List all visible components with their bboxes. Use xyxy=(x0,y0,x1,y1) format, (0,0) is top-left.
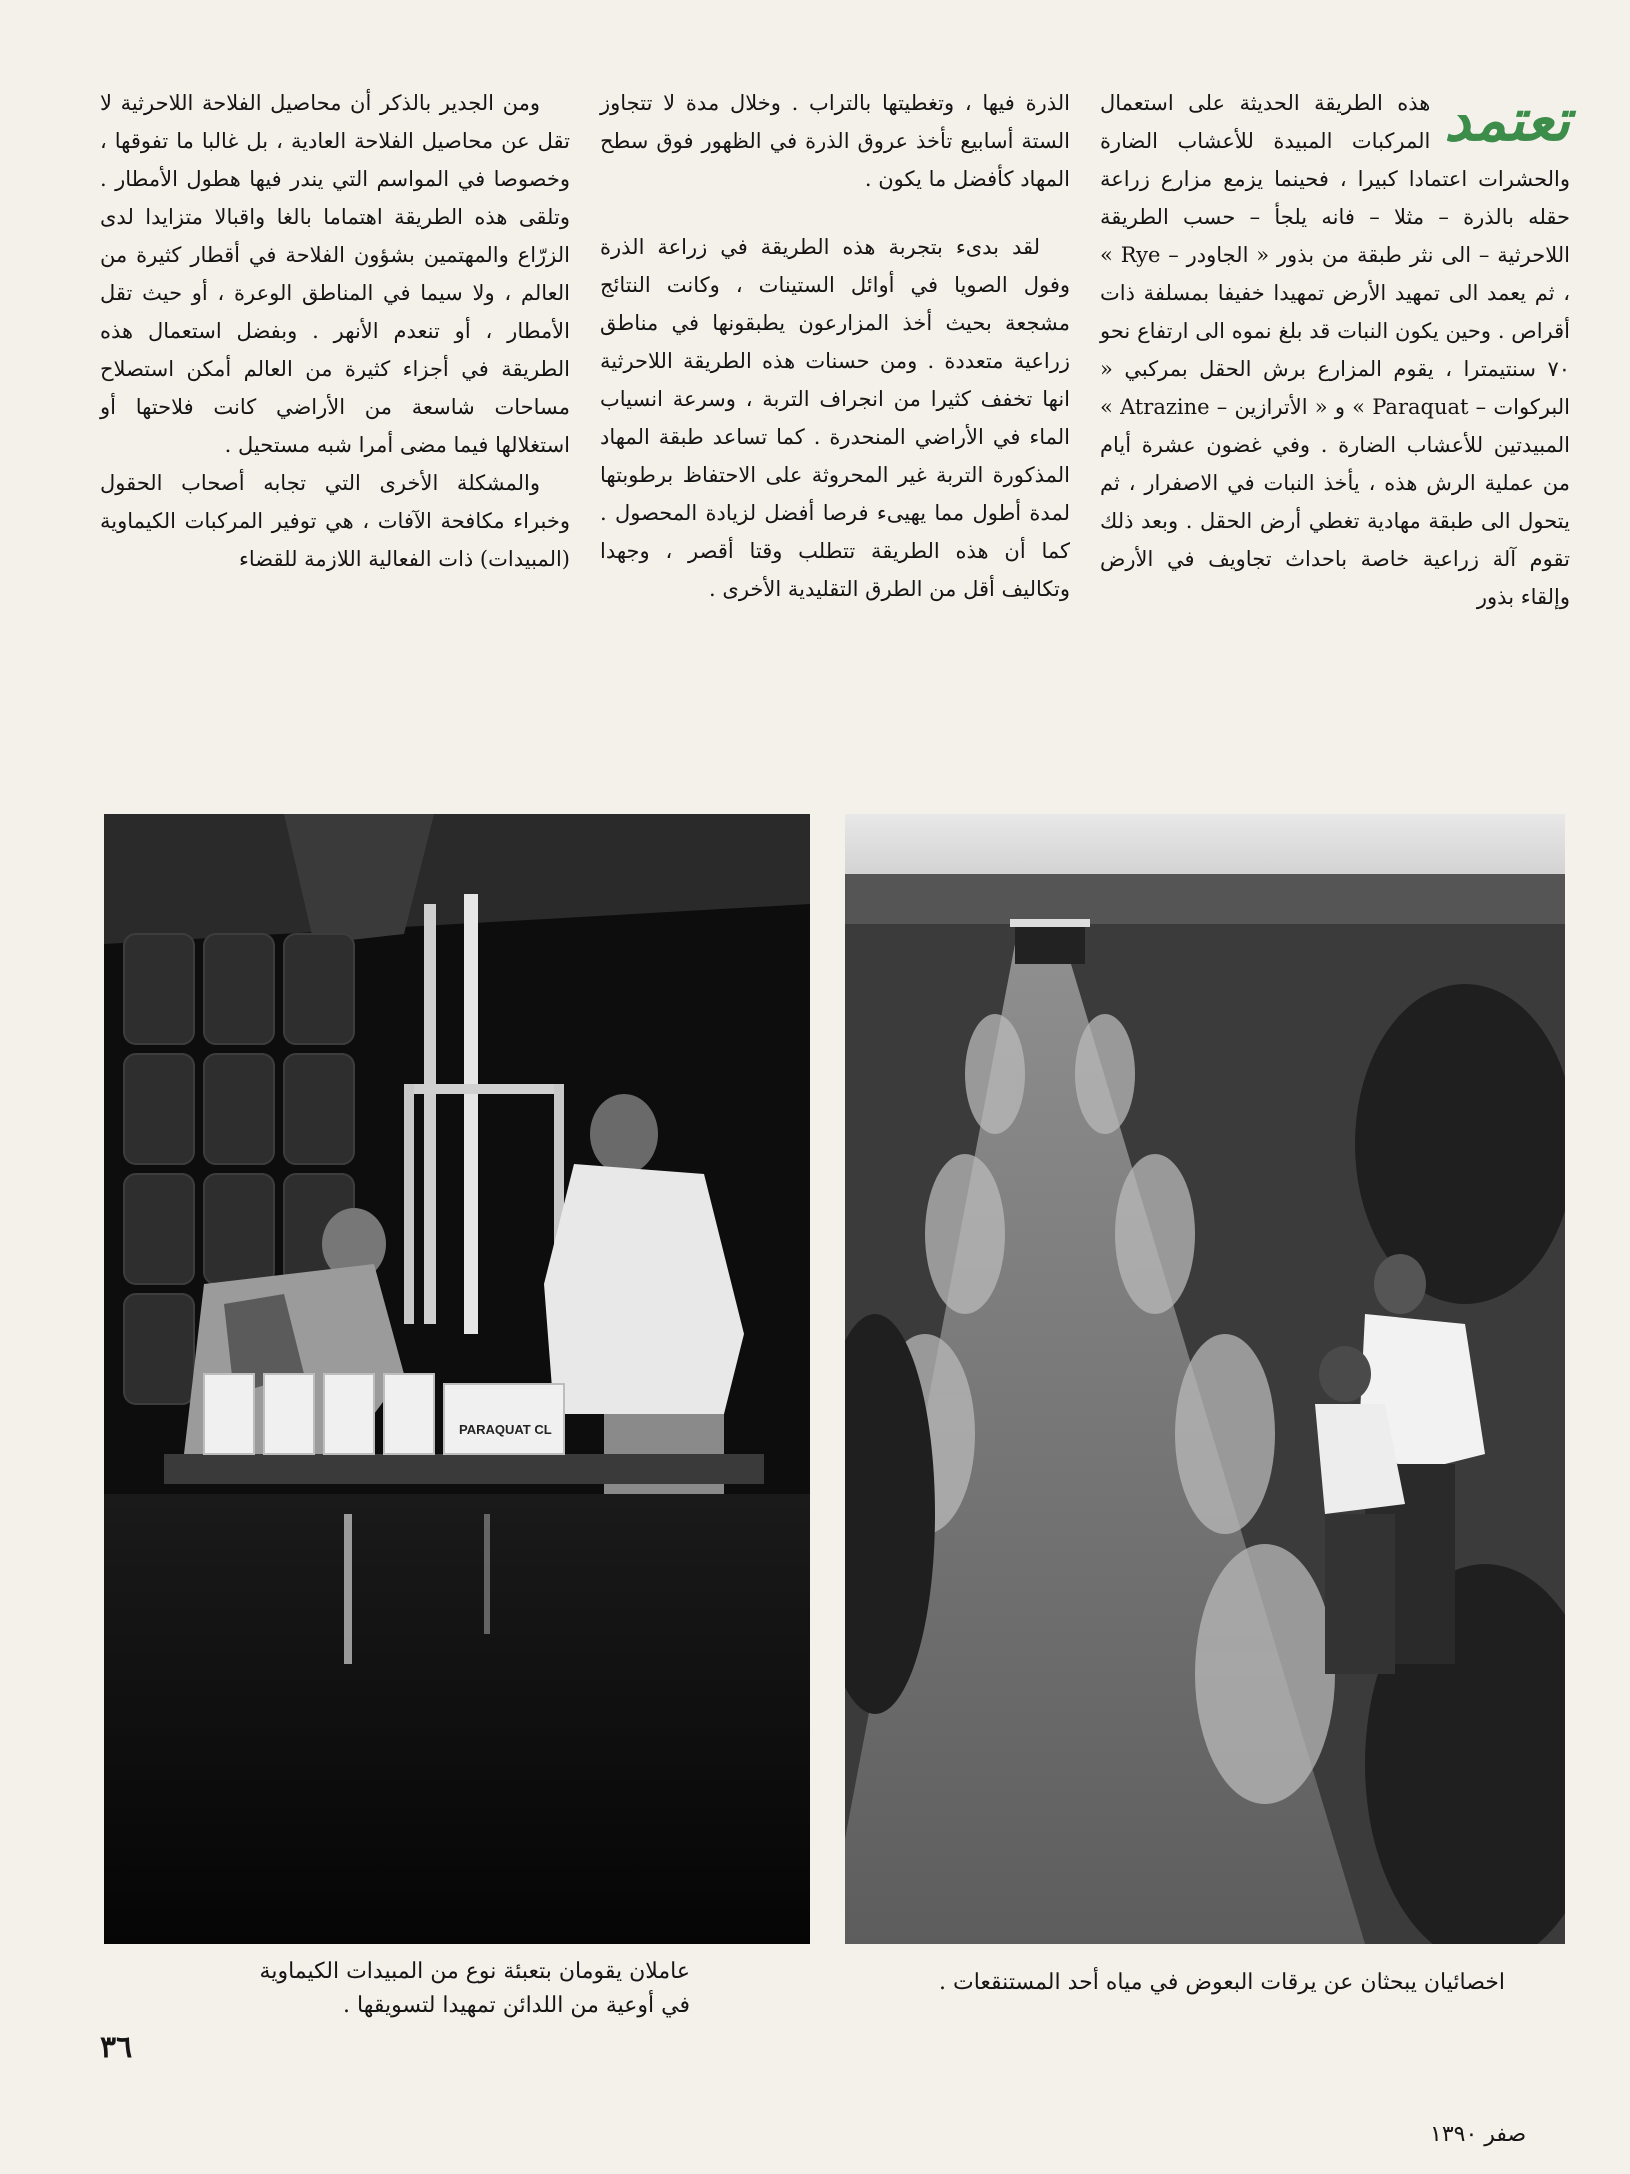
caption-line: عاملان يقومان بتعبئة نوع من المبيدات الكيماوية xyxy=(259,1959,690,1984)
issue-date: صفر ١٣٩٠ xyxy=(1430,2122,1527,2147)
page-number: ٣٦ xyxy=(100,2030,133,2065)
article-column-middle xyxy=(600,84,1070,608)
marsh-photo-illustration xyxy=(845,814,1565,1944)
workers-photo xyxy=(104,814,810,1944)
paraquat-box-label: PARAQUAT CL xyxy=(459,1422,552,1437)
paragraph: الذرة فيها ، وتغطيتها بالتراب . وخلال مدة لا تتجاوز الستة أسابيع تأخذ عروق الذرة في الظهور فوق سطح المهاد كأفضل ما يكون . xyxy=(600,91,1070,191)
workers-photo-caption xyxy=(200,1955,690,2023)
paragraph: والمشكلة الأخرى التي تجابه أصحاب الحقول وخبراء مكافحة الآفات ، هي توفير المركبات الكيماوية (المبيدات) ذات الفعالية اللازمة للقضاء xyxy=(100,471,570,571)
paragraph: ومن الجدير بالذكر أن محاصيل الفلاحة اللاحرثية لا تقل عن محاصيل الفلاحة العادية ، بل غالبا ما تفوقها ، وخصوصا في المواسم التي يندر فيها هطول الأمطار . وتلقى هذه الطريقة اهتماما بالغا واقبالا متزايدا لدى الزرّاع والمهتمين بشؤون الفلاحة في أقطار كثيرة من العالم ، ولا سيما في المناطق الوعرة ، أو حيث تقل الأمطار ، أو تنعدم الأنهر . وبفضل استعمال هذه الطريقة في أجزاء كثيرة من العالم أمكن استصلاح مساحات شاسعة من الأراضي كانت فلاحتها أو استغلالها فيما مضى أمرا شبه مستحيل . xyxy=(100,91,570,457)
dropcap-word: تعتمد xyxy=(1444,86,1570,154)
article-column-right xyxy=(1100,84,1570,616)
workers-photo-illustration xyxy=(104,814,810,1944)
article-column-left xyxy=(100,84,570,578)
marsh-photo-caption: اخصائيان يبحثان عن يرقات البعوض في مياه أحد المستنقعات . xyxy=(939,1970,1505,1995)
caption-line: في أوعية من اللدائن تمهيدا لتسويقها . xyxy=(343,1993,690,2018)
paragraph: هذه الطريقة الحديثة على استعمال المركبات المبيدة للأعشاب الضارة والحشرات اعتمادا كبيرا ، فحينما يزمع مزارع زراعة حقله بالذرة – مثلا – فانه يلجأ – حسب الطريقة اللاحرثية – الى نثر طبقة من بذور « الجاودر – Rye » ، ثم يعمد الى تمهيد الأرض تمهيدا خفيفا بمسلفة ذات أقراص . وحين يكون النبات قد بلغ نموه الى ارتفاع نحو ٧٠ سنتيمترا ، يقوم المزارع برش الحقل بمركبي « البركوات – Paraquat » و « الأترازين – Atrazine » المبيدتين للأعشاب الضارة . وفي غضون عشرة أيام من عملية الرش هذه ، يأخذ النبات في الاصفرار ، ثم يتحول الى طبقة مهادية تغطي أرض الحقل . وبعد ذلك تقوم آلة زراعية خاصة باحداث تجاويف في الأرض وإلقاء بذور xyxy=(1100,91,1570,609)
marsh-photo xyxy=(845,814,1565,1944)
paragraph: لقد بدىء بتجربة هذه الطريقة في زراعة الذرة وفول الصويا في أوائل الستينات ، وكانت النتائج مشجعة بحيث أخذ المزارعون يطبقونها في مناطق زراعية متعددة . ومن حسنات هذه الطريقة اللاحرثية انها تخفف كثيرا من انجراف التربة ، وسرعة انسياب الماء في الأراضي المنحدرة . كما تساعد طبقة المهاد المذكورة التربة غير المحروثة على الاحتفاظ برطوبتها لمدة أطول مما يهيىء فرصا أفضل لزيادة المحصول . كما أن هذه الطريقة تتطلب وقتا أقصر ، وجهدا وتكاليف أقل من الطرق التقليدية الأخرى . xyxy=(600,235,1070,601)
